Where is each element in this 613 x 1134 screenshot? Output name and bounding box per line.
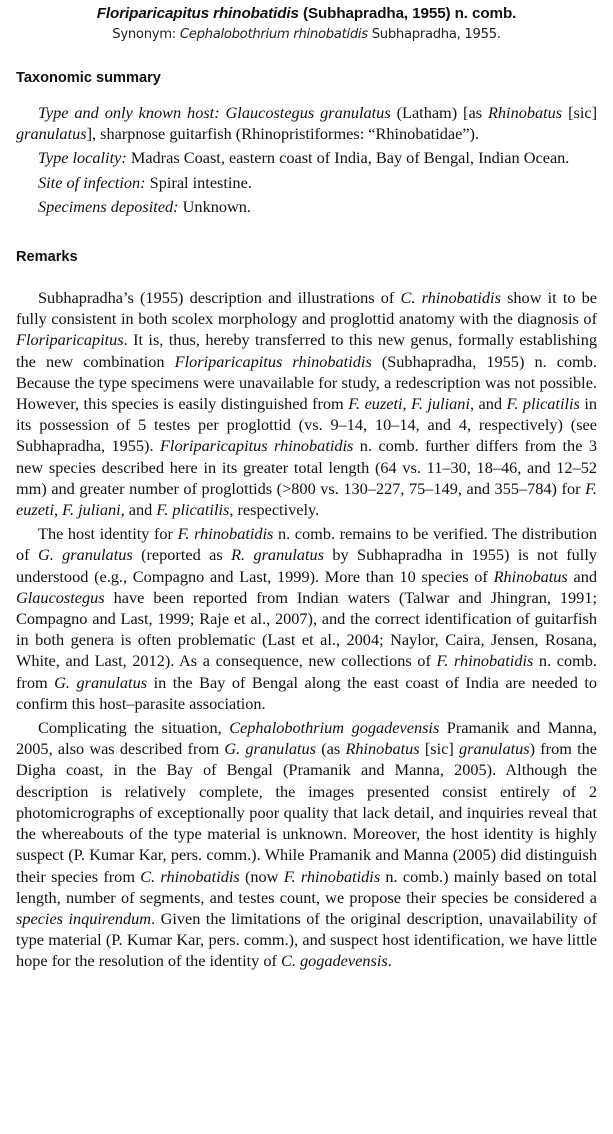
host-paragraph: Type and only known host: Glaucostegus granulatus (Latham) [as Rhinobatus [sic] granulatus], sharpnose guitarfish (Rhinopristiformes: “Rhinobatidae”).: [16, 103, 598, 144]
synonym-line: Synonym: Cephalobothrium rhinobatidis Subhapradha, 1955.: [112, 27, 501, 42]
remarks-heading: Remarks: [16, 249, 78, 266]
taxonomic-summary-section: [16, 102, 597, 217]
remarks-paragraph: Complicating the situation, Cephalobothrium gogadevensis Pramanik and Manna, 2005, also was described from G. granulatus (as Rhinobatus [sic] granulatus) from the Digha coast, in the Bay of Bengal (Pramanik and Manna, 2005). Although the description is relatively complete, the images presented consist entirely of 2 photomicrographs of exceptionally poor quality that lack detail, and inquiries reveal that the whereabouts of the type material is unknown. Moreover, the host identity is highly suspect (P. Kumar Kar, pers. comm.). While Pramanik and Manna (2005) did distinguish their species from C. rhinobatidis (now F. rhinobatidis n. comb.) mainly based on total length, number of segments, and testes count, we propose their species be considered a species inquirendum. Given the limitations of the original description, unavailability of type material (P. Kumar Kar, pers. comm.), and suspect host identification, we have little hope for the resolution of the identity of C. gogadevensis.: [16, 718, 598, 971]
taxonomic-summary-heading: Taxonomic summary: [16, 70, 161, 86]
species-title: Floriparicapitus rhinobatidis (Subhapradha, 1955) n. comb.: [96, 5, 517, 22]
type-locality-paragraph: Type locality: Madras Coast, eastern coast of India, Bay of Bengal, Indian Ocean.: [38, 148, 570, 168]
remarks-paragraph: The host identity for F. rhinobatidis n. comb. remains to be verified. The distribution of G. granulatus (reported as R. granulatus by Subhapradha in 1955) is not fully understood (e.g., Compagno and Last, 1999). More than 10 species of Rhinobatus and Glaucostegus have been reported from Indian waters (Talwar and Jhingran, 1991; Compagno and Last, 1999; Raje et al., 2007), and the correct identification of guitarfish in both genera is often problematic (Last et al., 2004; Naylor, Caira, Jensen, Rosana, White, and Last, 2012). As a consequence, new collections of F. rhinobatidis n. comb. from G. granulatus in the Bay of Bengal along the east coast of India are needed to confirm this host–parasite association.: [16, 524, 598, 713]
remarks-paragraph: Subhapradha’s (1955) description and illustrations of C. rhinobatidis show it to be fully consistent in both scolex morphology and proglottid anatomy with the diagnosis of Floriparicapitus. It is, thus, hereby transferred to this new genus, formally establishing the new combination Floriparicapitus rhinobatidis (Subhapradha, 1955) n. comb. Because the type specimens were unavailable for study, a redescription was not possible. However, this species is easily distinguished from F. euzeti, F. juliani, and F. plicatilis in its possession of 5 testes per proglottid (vs. 9–14, 10–14, and 4, respectively) (see Subhapradha, 1955). Floriparicapitus rhinobatidis n. comb. further differs from the 3 new species described here in its greater total length (64 vs. 11–30, 18–46, and 12–52 mm) and greater number of proglottids (>800 vs. 130–227, 75–149, and 355–784) for F. euzeti, F. juliani, and F. plicatilis, respectively.: [16, 288, 598, 520]
remarks-section: [16, 287, 597, 972]
site-of-infection-paragraph: Site of infection: Spiral intestine.: [38, 172, 252, 192]
specimens-deposited-paragraph: Specimens deposited: Unknown.: [38, 196, 251, 216]
